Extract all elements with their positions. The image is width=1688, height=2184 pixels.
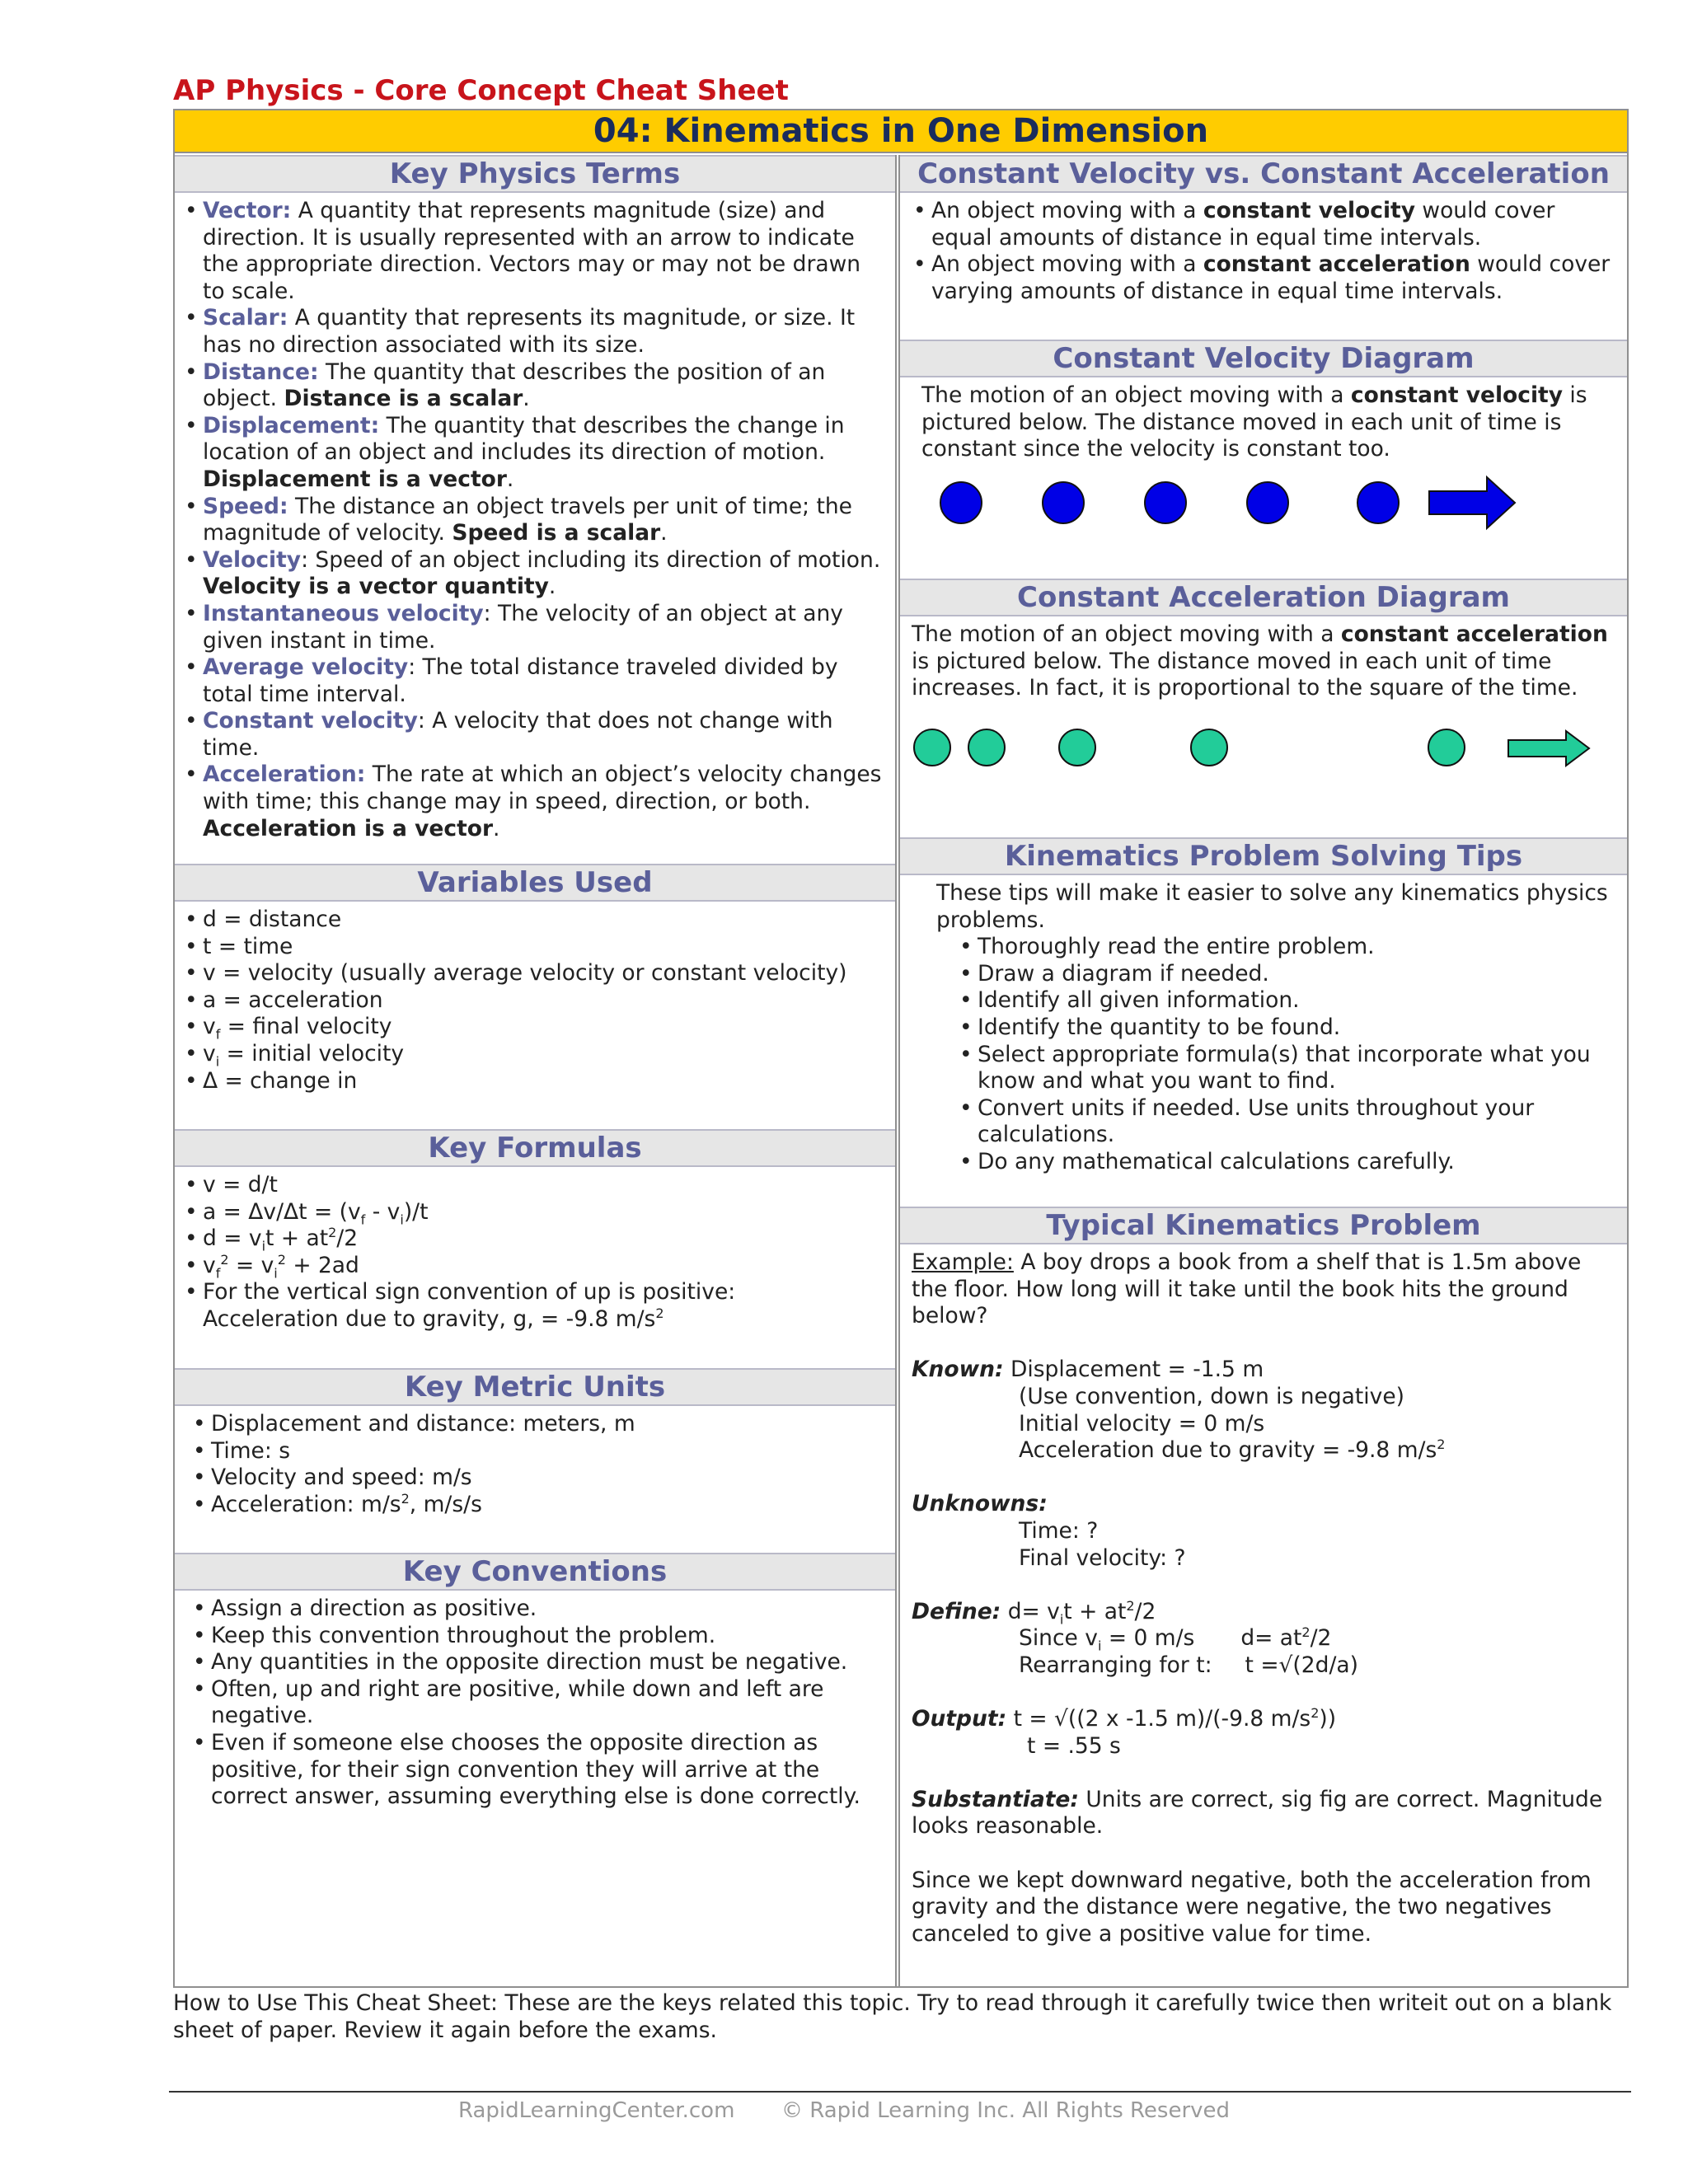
position-dot <box>1058 729 1096 766</box>
list-item: • Δ = change in <box>183 1068 884 1095</box>
left-column <box>175 155 897 1986</box>
tips-list <box>936 934 1615 1175</box>
formula: • For the vertical sign convention of up is positive: Acceleration due to gravity, g, = -9.8 $m/s^2$ <box>183 1279 884 1333</box>
footer-copyright: © Rapid Learning Inc. All Rights Reserved <box>781 2098 1231 2123</box>
term-item: • Scalar: A quantity that represents its magnitude, or size. It has no direction associated with its size. <box>183 305 884 359</box>
position-dot <box>1357 481 1400 524</box>
list-item: • d = distance <box>183 907 884 934</box>
section-heading: Key Conventions <box>175 1553 895 1591</box>
tips-section <box>900 837 1627 1208</box>
section-heading: Variables Used <box>175 864 895 902</box>
term-item: • Velocity: Speed of an object including its direction of motion. Velocity is a vector quantity. <box>183 547 884 601</box>
formula: • $v_f^2 = v_i^2 + 2ad$ <box>183 1253 884 1280</box>
problem-section <box>900 1207 1627 1990</box>
formula: • v = d/t <box>183 1172 884 1199</box>
right-arrow-icon <box>1507 729 1592 768</box>
section-heading: Key Physics Terms <box>175 155 895 193</box>
right-column <box>898 155 1627 1986</box>
cv-vs-ca-list <box>912 198 1615 305</box>
list-item: • Keep this convention throughout the problem. <box>191 1623 884 1650</box>
usage-footnote: How to Use This Cheat Sheet: These are the keys related this topic. Try to read through it carefully twice then writeit out on a blank sheet of paper. Review it again before the exams. <box>173 1990 1612 2043</box>
right-arrow-icon <box>1428 475 1518 531</box>
units-section <box>175 1368 895 1554</box>
page-title: AP Physics - Core Concept Cheat Sheet <box>173 74 789 107</box>
list-item: • t = time <box>183 934 884 961</box>
position-dot <box>913 729 951 766</box>
list-item: • Time: s <box>191 1438 884 1465</box>
constant-velocity-diagram <box>900 463 1627 554</box>
list-item: • Even if someone else chooses the opposite direction as positive, for their sign convention they will arrive at the correct answer, assuming everything else is done correctly. <box>191 1730 884 1811</box>
section-heading: Constant Velocity Diagram <box>900 340 1627 377</box>
term-item: • Instantaneous velocity: The velocity of an object at any given instant in time. <box>183 601 884 654</box>
section-heading: Key Metric Units <box>175 1368 895 1406</box>
footer-site: RapidLearningCenter.com <box>457 2098 735 2123</box>
conventions-list <box>191 1596 884 1811</box>
position-dot <box>1042 481 1085 524</box>
section-heading: Constant Velocity vs. Constant Acceleration <box>900 155 1627 193</box>
list-item: • Draw a diagram if needed. <box>958 961 1615 988</box>
variables-section <box>175 864 895 1131</box>
term-item: • Constant velocity: A velocity that does not change with time. <box>183 708 884 762</box>
footer-divider <box>169 2091 1631 2093</box>
list-item: • $v_i$ = initial velocity <box>183 1041 884 1068</box>
key-terms-section <box>175 155 895 865</box>
ca-description: The motion of an object moving with a constant acceleration is pictured below. The distance moved in each unit of time increases. In fact, it is proportional to the square of the time. <box>912 621 1608 701</box>
list-item: • Any quantities in the opposite direction must be negative. <box>191 1649 884 1676</box>
section-heading: Typical Kinematics Problem <box>900 1207 1627 1244</box>
term-item: • Average velocity: The total distance traveled divided by total time interval. <box>183 654 884 708</box>
section-heading: Key Formulas <box>175 1129 895 1167</box>
list-item: • v = velocity (usually average velocity or constant velocity) <box>183 960 884 987</box>
list-item: • Assign a direction as positive. <box>191 1596 884 1623</box>
list-item: • Select appropriate formula(s) that incorporate what you know and what you want to find. <box>958 1042 1615 1095</box>
list-item: • Displacement and distance: meters, m <box>191 1411 884 1438</box>
list-item: • Thoroughly read the entire problem. <box>958 934 1615 961</box>
term-item: • Speed: The distance an object travels per unit of time; the magnitude of velocity. Speed is a scalar. <box>183 494 884 547</box>
ca-diagram-section <box>900 579 1627 839</box>
cheat-sheet-frame <box>173 109 1629 1988</box>
list-item: • Identify all given information. <box>958 987 1615 1015</box>
formulas-list <box>183 1172 884 1333</box>
list-item: • Acceleration: $m/s^2$, m/s/s <box>191 1492 884 1519</box>
conventions-section <box>175 1553 895 1990</box>
list-item: • a = acceleration <box>183 987 884 1015</box>
formulas-section <box>175 1129 895 1370</box>
variables-list <box>183 907 884 1094</box>
term-item: • Vector: A quantity that represents magnitude (size) and direction. It is usually represented with an arrow to indicate the appropriate direction. Vectors may or may not be drawn to scale. <box>183 198 884 305</box>
units-list <box>191 1411 884 1518</box>
position-dot <box>940 481 982 524</box>
list-item: • Often, up and right are positive, while down and left are negative. <box>191 1676 884 1730</box>
topic-banner: 04: Kinematics in One Dimension <box>175 110 1627 153</box>
worked-example: Example: A boy drops a book from a shelf that is 1.5m above the floor. How long will it take until the book hits the ground below? Known: Displacement = -1.5 m (Use convention, down is negative) Initial velocity = 0 m/s Acceleration due to gravity = -9.8 $m/s^2$ Unknowns: Time: ? Final velocity: ? Define: $d= v_it + at^2/2$ Since $v_i = 0$ m/s $d= at^2/2$ Rearranging for t: t =√(2d/a) Output: t = √((2 x -1.5 m)/(-9.8 $m/s^2$)) t = .55 s Substantiate: Units are correct, sig fig are correct. Magnitude looks reasonable. Since we kept downward negative, both the acceleration from gravity and the distance were negative, the two negatives canceled to give a positive value for time. <box>912 1249 1603 1947</box>
list-item: • Convert units if needed. Use units throughout your calculations. <box>958 1095 1615 1149</box>
section-heading: Constant Acceleration Diagram <box>900 579 1627 616</box>
cv-diagram-section <box>900 340 1627 580</box>
term-item: • Displacement: The quantity that describes the change in location of an object and includes its direction of motion. Displacement is a vector. <box>183 413 884 494</box>
term-item: • Distance: The quantity that describes the position of an object. Distance is a scalar. <box>183 359 884 413</box>
page-footer <box>0 2098 1688 2123</box>
list-item: • Velocity and speed: m/s <box>191 1465 884 1492</box>
position-dot <box>968 729 1006 766</box>
formula: • $a = \Delta v/\Delta t = (v_f - v_i)/t$ <box>183 1199 884 1226</box>
position-dot <box>1144 481 1187 524</box>
constant-acceleration-diagram <box>900 702 1627 776</box>
position-dot <box>1190 729 1228 766</box>
position-dot <box>1246 481 1289 524</box>
formula: • $d = v_it + at^2/2$ <box>183 1226 884 1253</box>
list-item: • $v_f$ = final velocity <box>183 1014 884 1041</box>
list-item: • Identify the quantity to be found. <box>958 1015 1615 1042</box>
term-item: • Acceleration: The rate at which an object’s velocity changes with time; this change may in speed, direction, or both. Acceleration is a vector. <box>183 762 884 842</box>
list-item: • Do any mathematical calculations carefully. <box>958 1149 1615 1176</box>
position-dot <box>1428 729 1465 766</box>
section-heading: Kinematics Problem Solving Tips <box>900 837 1627 875</box>
cv-description: The motion of an object moving with a constant velocity is pictured below. The distance moved in each unit of time is constant since the velocity is constant too. <box>921 382 1587 462</box>
key-terms-list <box>183 198 884 842</box>
list-item: • An object moving with a constant velocity would cover equal amounts of distance in equal time intervals. <box>912 198 1615 251</box>
list-item: • An object moving with a constant acceleration would cover varying amounts of distance in equal time intervals. <box>912 251 1615 305</box>
tips-intro: These tips will make it easier to solve any kinematics physics problems. <box>936 880 1608 933</box>
cv-vs-ca-section <box>900 155 1627 341</box>
